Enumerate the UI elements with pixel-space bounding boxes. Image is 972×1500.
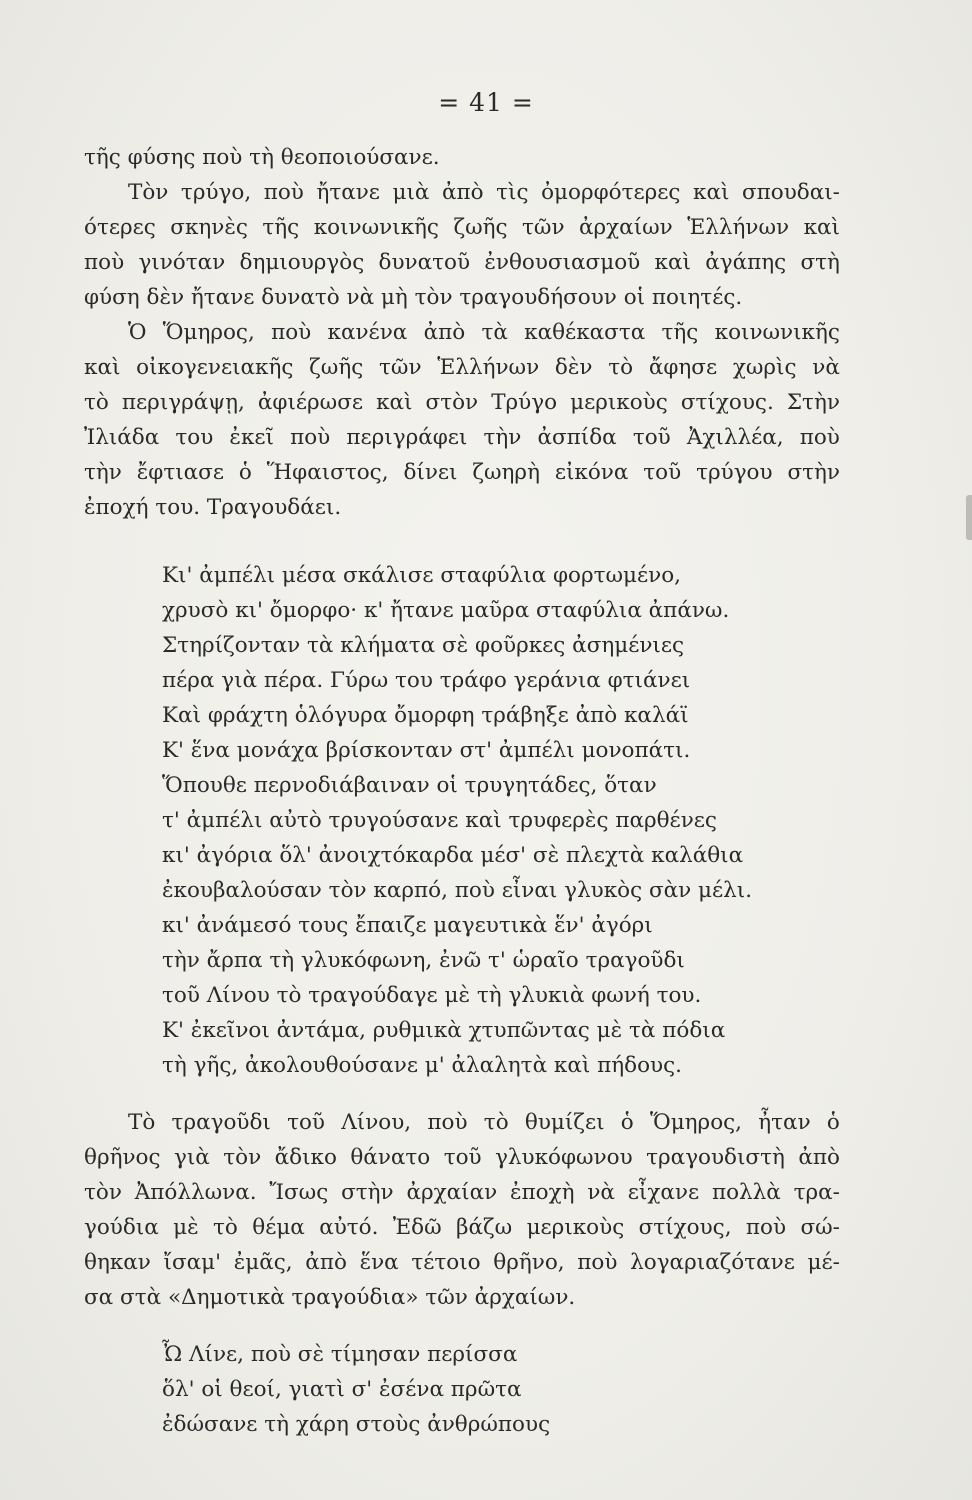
prose-line: ποὺ γινόταν δημιουργὸς δυνατοῦ ἐνθουσιασμοῦ καὶ ἀγάπης στὴ: [84, 250, 840, 275]
verse-line: κι' ἀγόρια ὅλ' ἀνοιχτόκαρδα μέσ' σὲ πλεχτὰ καλάθια: [162, 843, 744, 868]
prose-line: σα στὰ «Δημοτικὰ τραγούδια» τῶν ἀρχαίων.: [84, 1285, 576, 1310]
verse-line: κι' ἀνάμεσό τους ἔπαιζε μαγευτικὰ ἕν' ἀγόρι: [162, 913, 653, 938]
prose-line: καὶ οἰκογενειακῆς ζωῆς τῶν Ἑλλήνων δὲν τὸ ἄφησε χωρὶς νὰ: [84, 355, 840, 380]
verse-line: Κ' ἐκεῖνοι ἀντάμα, ρυθμικὰ χτυπῶντας μὲ τὰ πόδια: [162, 1018, 726, 1043]
section-gap: [84, 1083, 840, 1105]
prose-line: τὴν ἔφτιασε ὁ Ἥφαιστος, δίνει ζωηρὴ εἰκόνα τοῦ τρύγου στὴν: [84, 460, 840, 485]
verse-line: τὴν ἄρπα τὴ γλυκόφωνη, ἐνῶ τ' ὡραῖο τραγοῦδι: [162, 948, 685, 973]
prose-line: τὸν Ἀπόλλωνα. Ἴσως στὴν ἀρχαίαν ἐποχὴ νὰ εἶχανε πολλὰ τρα-: [84, 1180, 840, 1205]
page-body: [84, 140, 840, 1442]
prose-line: Τὸν τρύγο, ποὺ ἤτανε μιὰ ἀπὸ τὶς ὀμορφότερες καὶ σπουδαι-: [128, 180, 840, 205]
verse-line: τ' ἀμπέλι αὐτὸ τρυγούσανε καὶ τρυφερὲς παρθένες: [162, 808, 717, 833]
prose-line: τὸ περιγράψῃ, ἀφιέρωσε καὶ στὸν Τρύγο μερικοὺς στίχους. Στὴν: [84, 390, 840, 415]
verse-line: ἐδώσανε τὴ χάρη στοὺς ἀνθρώπους: [162, 1412, 551, 1437]
prose-line: ἐποχή του. Τραγουδάει.: [84, 495, 342, 520]
prose-line: τῆς φύσης ποὺ τὴ θεοποιούσανε.: [84, 145, 440, 170]
section-gap: [84, 525, 840, 558]
prose-line: Τὸ τραγοῦδι τοῦ Λίνου, ποὺ τὸ θυμίζει ὁ Ὅμηρος, ἦταν ὁ: [128, 1110, 840, 1135]
prose-line: θηκαν ἴσαμ' ἐμᾶς, ἀπὸ ἕνα τέτοιο θρῆνο, ποὺ λογαριαζότανε μέ-: [84, 1250, 840, 1275]
prose-line: θρῆνος γιὰ τὸν ἄδικο θάνατο τοῦ γλυκόφωνου τραγουδιστὴ ἀπὸ: [84, 1145, 840, 1170]
page-number: = 41 =: [438, 88, 534, 117]
verse-line: ὅλ' οἱ θεοί, γιατὶ σ' ἐσένα πρῶτα: [162, 1377, 522, 1402]
prose-line: φύση δὲν ἤτανε δυνατὸ νὰ μὴ τὸν τραγουδήσουν οἱ ποιητές.: [84, 285, 743, 310]
prose-line: Ἰλιάδα του ἐκεῖ ποὺ περιγράφει τὴν ἀσπίδα τοῦ Ἀχιλλέα, ποὺ: [84, 425, 840, 450]
verse-line: Ὦ Λίνε, ποὺ σὲ τίμησαν περίσσα: [162, 1342, 518, 1367]
verse-line: Στηρίζονταν τὰ κλήματα σὲ φοῦρκες ἀσημένιες: [162, 633, 685, 658]
prose-line: γούδια μὲ τὸ θέμα αὐτό. Ἐδῶ βάζω μερικοὺς στίχους, ποὺ σώ-: [84, 1215, 840, 1240]
verse-line: Κ' ἕνα μονάχα βρίσκονταν στ' ἀμπέλι μονοπάτι.: [162, 738, 691, 763]
verse-line: χρυσὸ κι' ὄμορφο· κ' ἤτανε μαῦρα σταφύλια ἀπάνω.: [162, 598, 730, 623]
page-edge-mark: [966, 495, 972, 540]
verse-line: πέρα γιὰ πέρα. Γύρω του τράφο γεράνια φτιάνει: [162, 668, 691, 693]
verse-line: Κι' ἀμπέλι μέσα σκάλισε σταφύλια φορτωμένο,: [162, 563, 682, 588]
verse-line: Καὶ φράχτη ὁλόγυρα ὄμορφη τράβηξε ἀπὸ καλάϊ: [162, 703, 689, 728]
prose-line: Ὁ Ὅμηρος, ποὺ κανένα ἀπὸ τὰ καθέκαστα τῆς κοινωνικῆς: [128, 320, 840, 345]
section-gap: [84, 1315, 840, 1337]
verse-line: ἐκουβαλούσαν τὸν καρπό, ποὺ εἶναι γλυκὸς σὰν μέλι.: [162, 878, 753, 903]
verse-line: τὴ γῆς, ἀκολουθούσανε μ' ἀλαλητὰ καὶ πήδους.: [162, 1053, 682, 1078]
verse-line: τοῦ Λίνου τὸ τραγούδαγε μὲ τὴ γλυκιὰ φωνή του.: [162, 983, 702, 1008]
verse-line: Ὅπουθε περνοδιάβαιναν οἱ τρυγητάδες, ὅταν: [162, 773, 657, 798]
prose-line: ότερες σκηνὲς τῆς κοινωνικῆς ζωῆς τῶν ἀρχαίων Ἑλλήνων καὶ: [84, 215, 840, 240]
